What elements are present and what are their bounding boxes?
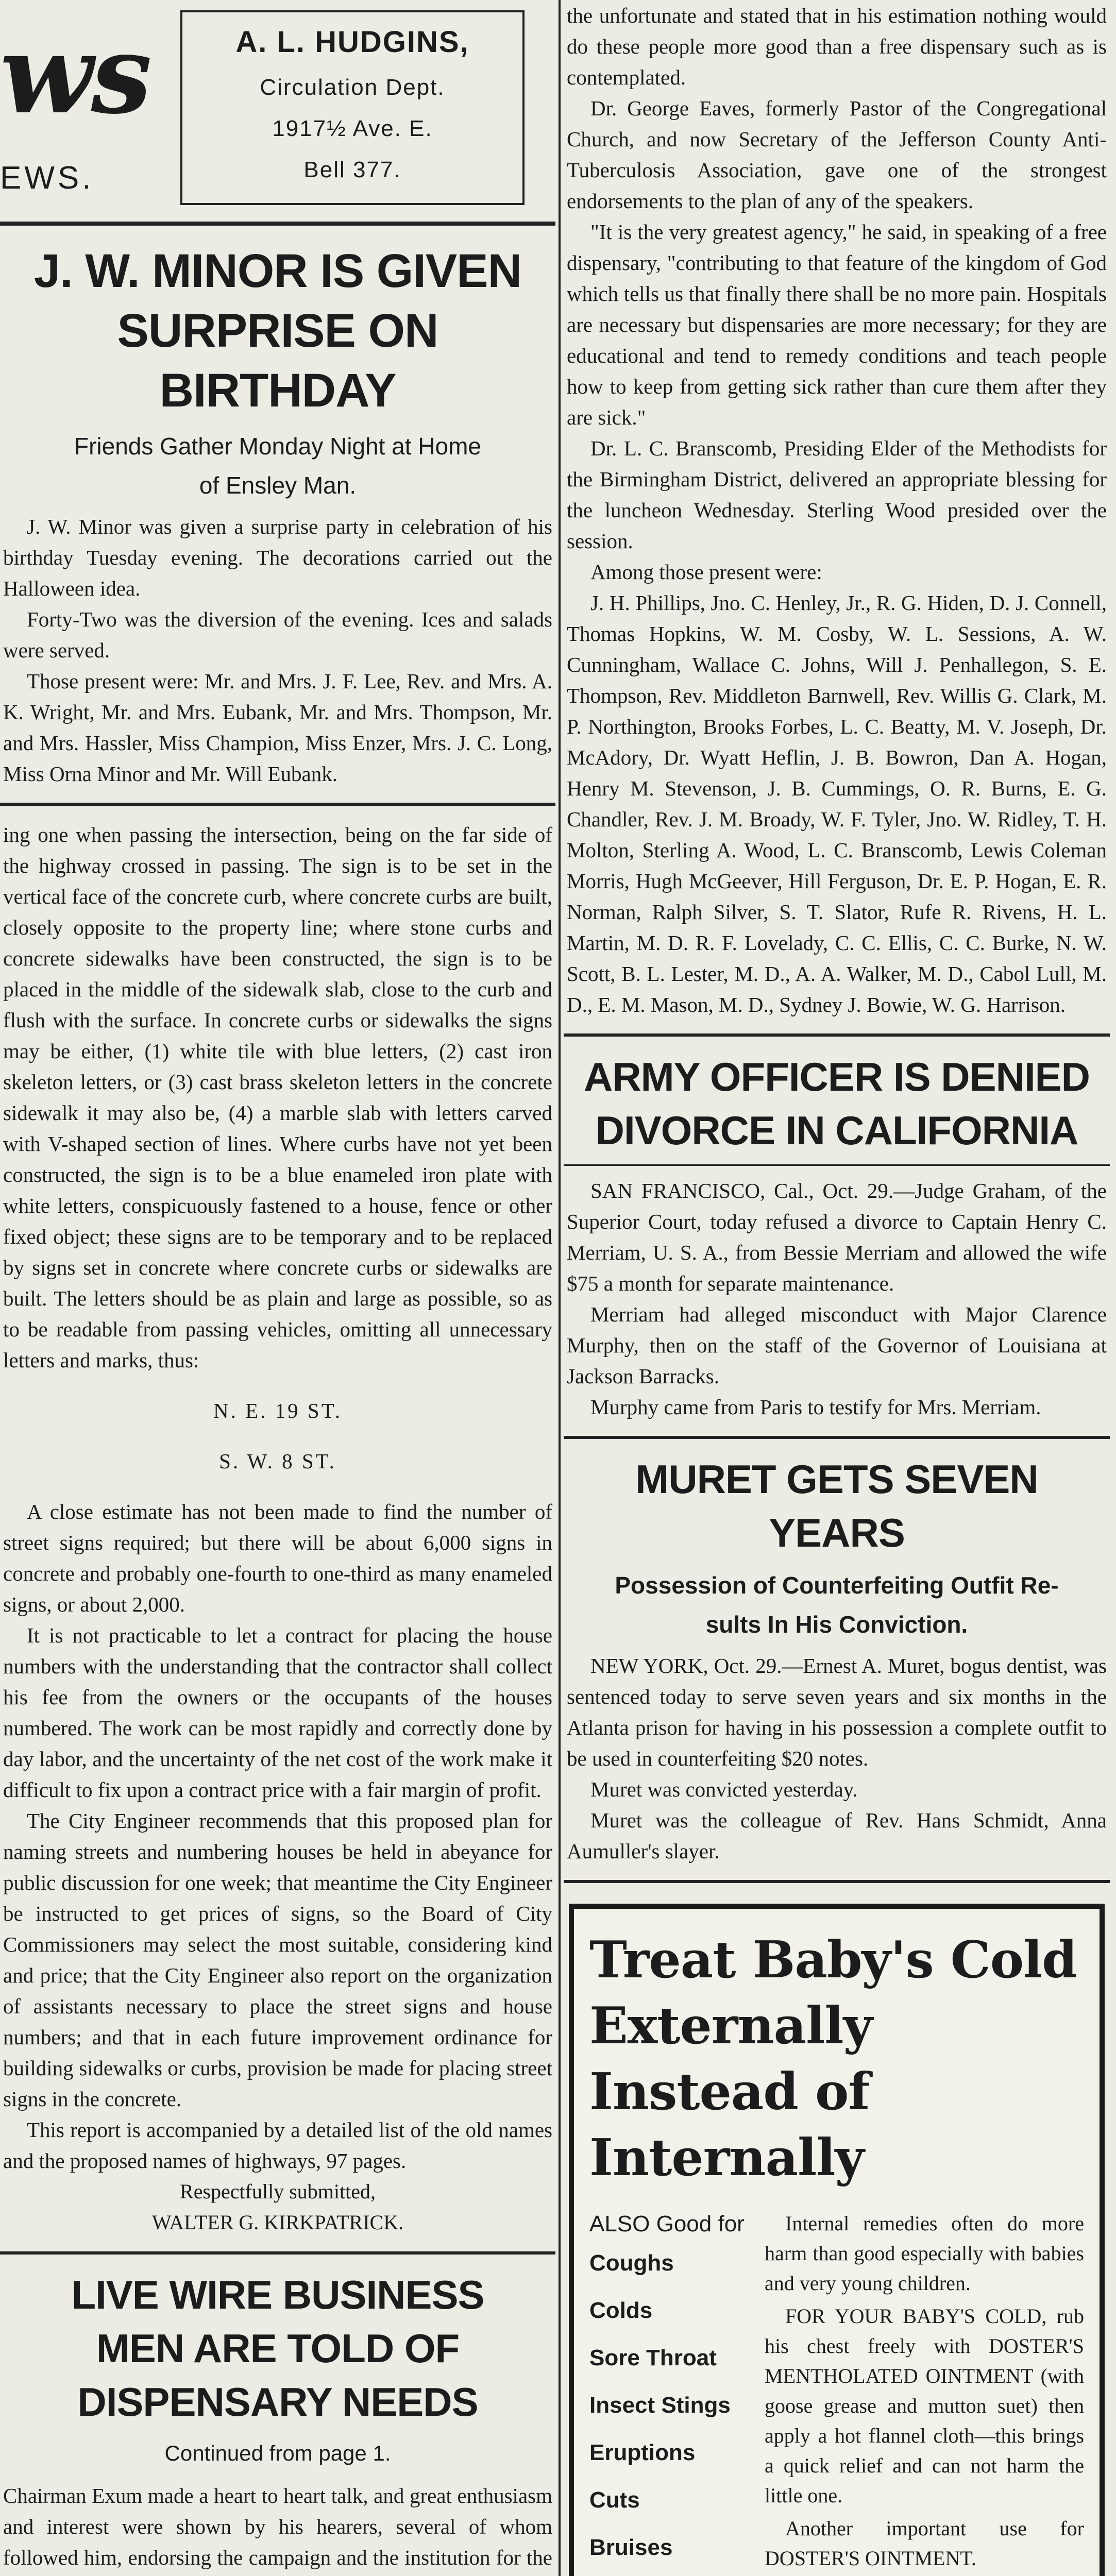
headline-line-1: ARMY OFFICER IS DENIED — [584, 1054, 1090, 1099]
deck-line-1: Possession of Counterfeiting Outfit Re- — [615, 1572, 1059, 1599]
ad-use-item: Insect Stings — [589, 2393, 731, 2418]
article-live-wire — [0, 2268, 555, 2576]
ad-use-item: Colds — [589, 2298, 653, 2323]
signature: WALTER G. KIRKPATRICK. — [151, 2211, 404, 2234]
circulation-box — [180, 10, 525, 205]
deck-line-2: sults In His Conviction. — [705, 1611, 968, 1638]
paragraph: The City Engineer recommends that this proposed plan for naming streets and numbering houses be held in abeyance for public discussion for one week; that meantime the City Engineer be instructed to get prices of signs, so the Board of City Commissioners may select the most suitable, considering kind and price; that the City Engineer also report on the organization of assistants necessary to place the street signs and house numbers; and that in each future improvement ordinance for building sidewalks or curbs, provision be made for placing street signs in the concrete. — [3, 1809, 552, 2111]
ad-paragraph: Another important use for DOSTER'S OINTMENT. — [765, 2517, 1084, 2570]
paragraph: ing one when passing the intersection, being on the far side of the highway crossed in passing. The sign is to be set in the vertical face of the concrete curb, where concrete curbs are built, closely opposite to the property line; where stone curbs and concrete sidewalks have been constructed, the sign is to be placed in the middle of the sidewalk slab, close to the curb and flush with the surface. In concrete curbs or sidewalks the signs may be either, (1) white tile with blue letters, (2) cast iron skeleton letters, or (3) cast brass skeleton letters in the concrete sidewalk it may also be, (4) a marble slab with letters carved with V-shaped section of lines. Where curbs have not yet been constructed, the sign is to be a blue enameled iron plate with white letters, conspicuously fastened to a house, fence or other fixed object; these signs are to be temporary and to be replaced by signs set in concrete where concrete curbs or sidewalks are built. The letters should be as plain and large as possible, so as to be readable from passing vehicles, omitting all unnecessary letters and marks, thus: — [3, 823, 552, 1372]
paragraph: A close estimate has not been made to find the number of street signs required; but there will be about 6,000 signs in concrete and probably one-fourth to one-third as many enameled signs, or about 2,000. — [3, 1500, 552, 1616]
deck-line-2: of Ensley Man. — [199, 472, 357, 499]
article-minor-birthday — [0, 241, 555, 789]
paragraph: Murphy came from Paris to testify for Mrs. Merriam. — [590, 1395, 1041, 1419]
article-body — [3, 819, 552, 2176]
ad-use-item: Bruises — [589, 2535, 673, 2560]
paragraph: Dr. L. C. Branscomb, Presiding Elder of the Methodists for the Birmingham District, delivered an appropriate blessing for the luncheon Wednesday. Sterling Wood presided over the session. — [567, 436, 1107, 553]
headline-line-1: LIVE WIRE BUSINESS — [71, 2272, 484, 2317]
paragraph: SAN FRANCISCO, Cal., Oct. 29.—Judge Graham, of the Superior Court, today refused a divorce to Captain Henry C. Merriam, U. S. A., from Bessie Merriam and allowed the wife $75 a month for separate maintenance. — [567, 1179, 1107, 1295]
deck-line-1: Friends Gather Monday Night at Home — [74, 433, 482, 460]
ad-list-lead: ALSO Good for — [589, 2211, 745, 2236]
doster-ointment-ad — [569, 1904, 1105, 2576]
headline-line-1: J. W. MINOR IS GIVEN — [33, 245, 522, 297]
headline-line-2: MEN ARE TOLD OF — [96, 2326, 460, 2371]
article-body — [3, 2480, 552, 2576]
paragraph: Chairman Exum made a heart to heart talk, and great enthusiasm and interest were shown by his hearers, several of whom followed him, endorsing the campaign and the institution for the — [3, 2484, 552, 2569]
ad-use-item: Coughs — [589, 2250, 674, 2276]
paragraph: the unfortunate and stated that in his estimation nothing would do these people more good than a free dispensary such as is contemplated. — [567, 4, 1107, 89]
article-army-officer — [564, 1050, 1110, 1422]
article-body — [3, 511, 552, 789]
ad-copy — [765, 2209, 1084, 2576]
paragraph: Muret was convicted yesterday. — [590, 1777, 858, 1801]
paragraph: J. W. Minor was given a surprise party in celebration of his birthday Tuesday evening. The decorations carried out the Halloween idea. — [3, 515, 552, 600]
paragraph: J. H. Phillips, Jno. C. Henley, Jr., R. G. Hiden, D. J. Connell, Thomas Hopkins, W. M. Cosby, W. L. Sessions, A. W. Cunningham, Wallace C. Johns, Will J. Penhallegon, S. E. Thompson, Rev. Middleton Barnwell, Rev. Willis G. Clark, M. P. Northington, Brooks Forbes, L. C. Beatty, M. V. Joseph, Dr. McAdory, Dr. Wyatt Heflin, J. B. Bowron, Dan A. Hogan, Henry M. Stevenson, J. B. Cummings, O. R. Burns, E. G. Chandler, Rev. J. M. Broady, W. F. Tyler, Jno. W. Ridley, T. H. Molton, Sterling A. Wood, L. C. Branscomb, Lewis Coleman Morris, Hugh McGeever, Hill Ferguson, Dr. E. P. Hogan, E. R. Norman, Ralph Silver, S. T. Slator, Rufe R. Rivens, H. L. Martin, M. D. R. F. Lovelady, C. C. Ellis, C. C. Burke, N. W. Scott, B. L. Lester, M. D., A. A. Walker, M. D., Cabol Lull, M. D., E. M. Mason, M. D., Sydney J. Bowie, W. G. Harrison. — [567, 591, 1107, 1016]
masthead — [0, 0, 555, 226]
paragraph: Those present were: Mr. and Mrs. J. F. Lee, Rev. and Mrs. A. K. Wright, Mr. and Mrs. Eubank, Mr. and Mrs. Thompson, Mr. and Mrs. Hassler, Miss Champion, Miss Enzer, Mrs. J. C. Long, Miss Orna Minor and Mr. Will Eubank. — [3, 669, 552, 786]
ad-headline: Treat Baby's Cold Externally Instead of Internally — [589, 1930, 1077, 2188]
headline-line-2: DIVORCE IN CALIFORNIA — [595, 1108, 1078, 1153]
left-column — [0, 0, 555, 2576]
ad-paragraph: FOR YOUR BABY'S COLD, rub his chest freely with DOSTER'S MENTHOLATED OINTMENT (with goose grease and mutton suet) then apply a hot flannel cloth—this brings a quick relief and can not harm the little one. — [765, 2304, 1084, 2507]
masthead-section: EWS. — [0, 160, 94, 196]
article-body — [567, 1650, 1107, 1867]
paragraph: This report is accompanied by a detailed list of the old names and the proposed names of highways, 97 pages. — [3, 2118, 552, 2173]
paragraph: Among those present were: — [590, 560, 822, 584]
ad-paragraph: Internal remedies often do more harm than good especially with babies and very young children. — [765, 2212, 1084, 2295]
headline-line-2: SURPRISE ON BIRTHDAY — [117, 304, 438, 417]
paragraph: It is not practicable to let a contract for placing the house numbers with the understanding that the contractor shall collect his fee from the owners or the occupants of the houses numbered. The work can be most rapidly and correctly done by day labor, and the uncertainty of the net cost of the work make it difficult to fix upon a contract price with a fair margin of profit. — [3, 1623, 552, 1802]
right-column — [564, 0, 1110, 2576]
article-body — [567, 1175, 1107, 1422]
continued-note: Continued from page 1. — [164, 2441, 391, 2465]
paragraph: Forty-Two was the diversion of the evening. Ices and salads were served. — [3, 607, 552, 662]
headline-line-3: DISPENSARY NEEDS — [77, 2379, 478, 2425]
closing: Respectfully submitted, — [180, 2180, 376, 2203]
paragraph: Dr. George Eaves, formerly Pastor of the Congregational Church, and now Secretary of the Jefferson County Anti-Tuberculosis Association, gave one of the strongest endorsements to the plan of any of the speakers. — [567, 96, 1107, 213]
sign-example: S. W. 8 ST. — [219, 1449, 336, 1473]
paragraph: "It is the very greatest agency," he said, in speaking of a free dispensary, "contributing to that feature of the kingdom of God which tells us that finally there shall be no more pain. Hospitals are necessary but dispensaries are more necessary; for they are educational and tend to remedy conditions and teach people how to keep from getting sick rather than cure them after they are sick." — [567, 220, 1107, 429]
article-body-continued — [567, 0, 1107, 1020]
paragraph: Merriam had alleged misconduct with Major Clarence Murphy, then on the staff of the Governor of Louisiana at Jackson Barracks. — [567, 1302, 1107, 1388]
ad-use-item: Eruptions — [589, 2440, 696, 2465]
ad-body — [589, 2209, 1084, 2576]
paragraph: Muret was the colleague of Rev. Hans Schmidt, Anna Aumuller's slayer. — [567, 1808, 1107, 1863]
circulation-address: 1917½ Ave. E. — [272, 116, 433, 141]
article-street-signs — [0, 819, 555, 2238]
paragraph: NEW YORK, Oct. 29.—Ernest A. Muret, bogus dentist, was sentenced today to serve seven years and six months in the Atlanta prison for having in his possession a complete outfit to be used in counterfeiting $20 notes. — [567, 1654, 1107, 1770]
headline: MURET GETS SEVEN YEARS — [635, 1456, 1038, 1555]
circulation-name: A. L. HUDGINS, — [235, 25, 469, 59]
circulation-phone: Bell 377. — [303, 157, 401, 182]
article-muret — [564, 1452, 1110, 1867]
ad-uses-list — [589, 2209, 765, 2576]
column-rule — [559, 0, 561, 2576]
ad-use-item: Cuts — [589, 2487, 640, 2513]
masthead-title: ws — [0, 11, 150, 138]
ad-use-item — [589, 2571, 765, 2576]
sign-example: N. E. 19 ST. — [213, 1399, 342, 1422]
ad-use-item: Sore Throat — [589, 2345, 717, 2370]
circulation-dept: Circulation Dept. — [260, 75, 445, 100]
